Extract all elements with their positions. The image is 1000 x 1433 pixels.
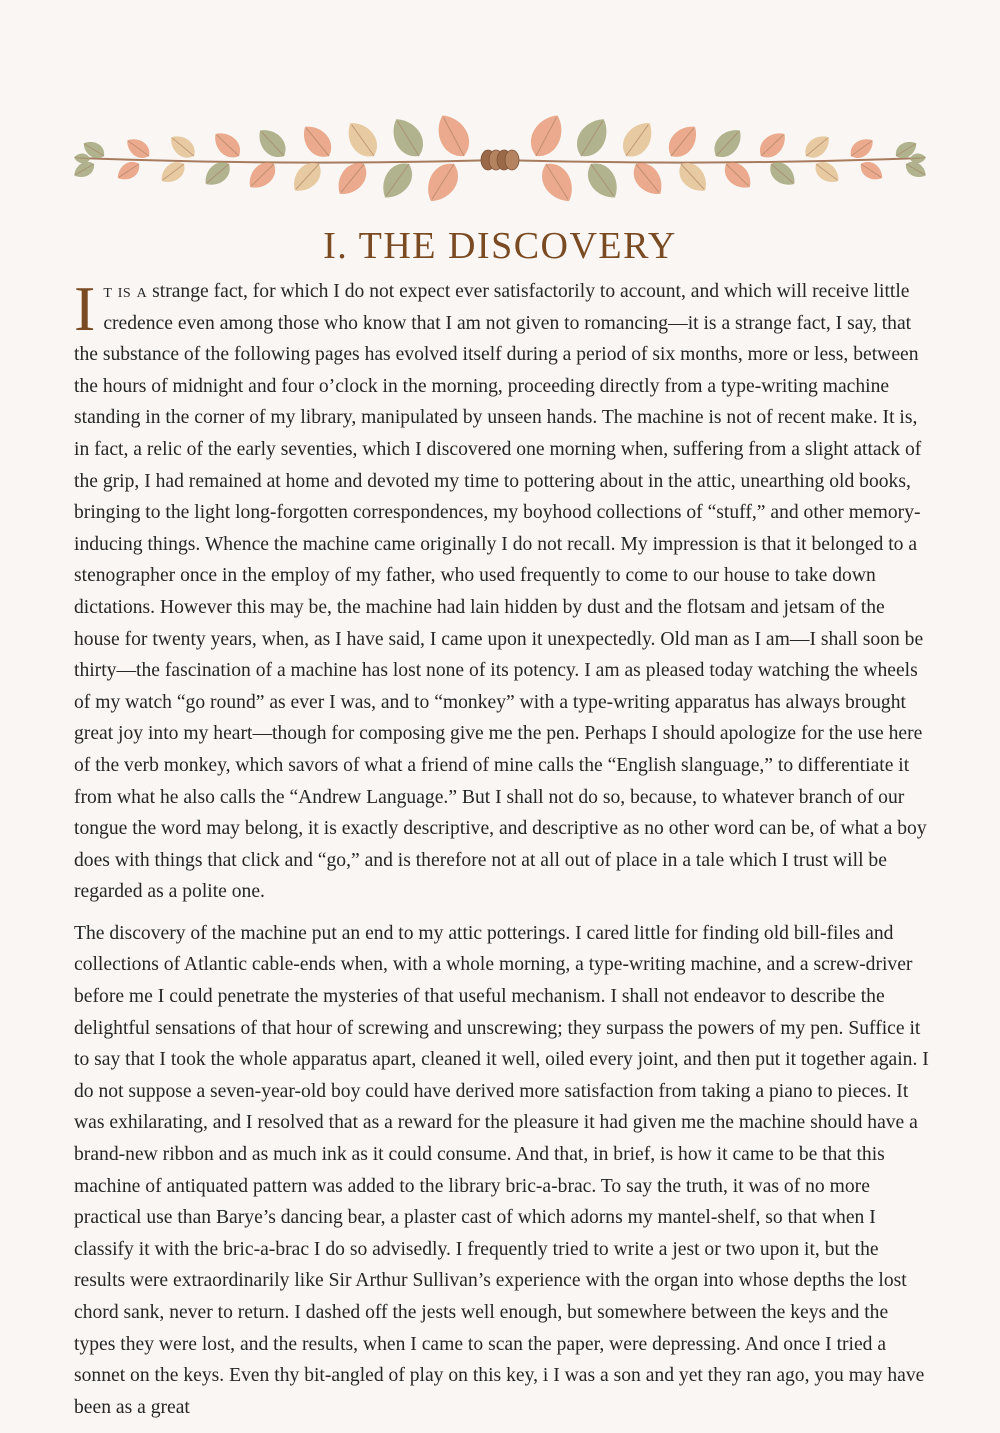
paragraph-1-text: strange fact, for which I do not expect ever satisfactorily to account, and which will receive little credence even among those who know that I am not given to romancing—it is a strange fact, I say, that the substance of the following pages has evolved itself during a period of six months, more or less, between the hours of midnight and four o’clock in the morning, proceeding directly from a type-writing machine standing in the corner of my library, manipulated by unseen hands. The machine is not of recent make. It is, in fact, a relic of the early seventies, which I discovered one morning when, suffering from a slight attack of the grip, I had remained at home and devoted my time to pottering about in the attic, unearthing old books, bringing to the light long-forgotten correspondences, my boyhood collections of “stuff,” and other memory-inducing things. Whence the machine came originally I do not recall. My impression is that it belonged to a stenographer once in the employ of my father, who used frequently to come to our house to take down dictations. However this may be, the machine had lain hidden by dust and the flotsam and jetsam of the house for twenty years, when, as I have said, I came upon it unexpectedly. Old man as I am—I shall soon be thirty—the fascination of a machine has lost none of its potency. I am as pleased today watching the wheels of my watch “go round” as ever I was, and to “monkey” with a type-writing apparatus has always brought great joy into my heart—though for composing give me the pen. Perhaps I should apologize for the use here of the verb monkey, which savors of what a friend of mine calls the “English slanguage,” to differentiate it from what he also calls the “Andrew Language.” But I shall not do so, because, to whatever branch of our tongue the word may belong, it is exactly descriptive, and descriptive as no other word can be, of what a boy does with things that click and “go,” and is therefore not at all out of place in a tale which I trust will be regarded as a polite one. [74,281,927,903]
lead-small-caps: t is a [103,281,148,302]
drop-cap: I [74,273,96,344]
paragraph-2: The discovery of the machine put an end to my attic potterings. I cared little for finding old bill-files and collections of Atlantic cable-ends when, with a whole morning, a type-writing machine, and a screw-driver before me I could penetrate the mysteries of that useful mechanism. I shall not endeavor to describe the delightful sensations of that hour of screwing and unscrewing; they surpass the powers of my pen. Suffice it to say that I took the whole apparatus apart, cleaned it well, oiled every joint, and then put it together again. I do not suppose a seven-year-old boy could have derived more satisfaction from taking a piano to pieces. It was exhilarating, and I resolved that as a reward for the pleasure it had given me the machine should have a brand-new ribbon and as much ink as it could consume. And that, in brief, is how it came to be that this machine of antiquated pattern was added to the library bric-a-brac. To say the truth, it was of no more practical use than Barye’s dancing bear, a plaster cast of which adorns my mantel-shelf, so that when I classify it with the bric-a-brac I do so advisedly. I frequently tried to write a jest or two upon it, but the results were extraordinarily like Sir Arthur Sullivan’s experience with the organ into whose depths the lost chord sank, never to return. I dashed off the jests well enough, but somewhere between the keys and the types they were lost, and the results, when I came to scan the paper, were depressing. And once I tried a sonnet on the keys. Even thy bit-angled of play on this key, i I was a son and yet they ran ago, you may have been as a great [74,922,929,1418]
chapter-title: I. THE DISCOVERY [323,225,677,267]
leaf-garland-icon [70,96,930,226]
paragraph-1 [74,273,930,908]
chapter-body [74,273,930,1433]
